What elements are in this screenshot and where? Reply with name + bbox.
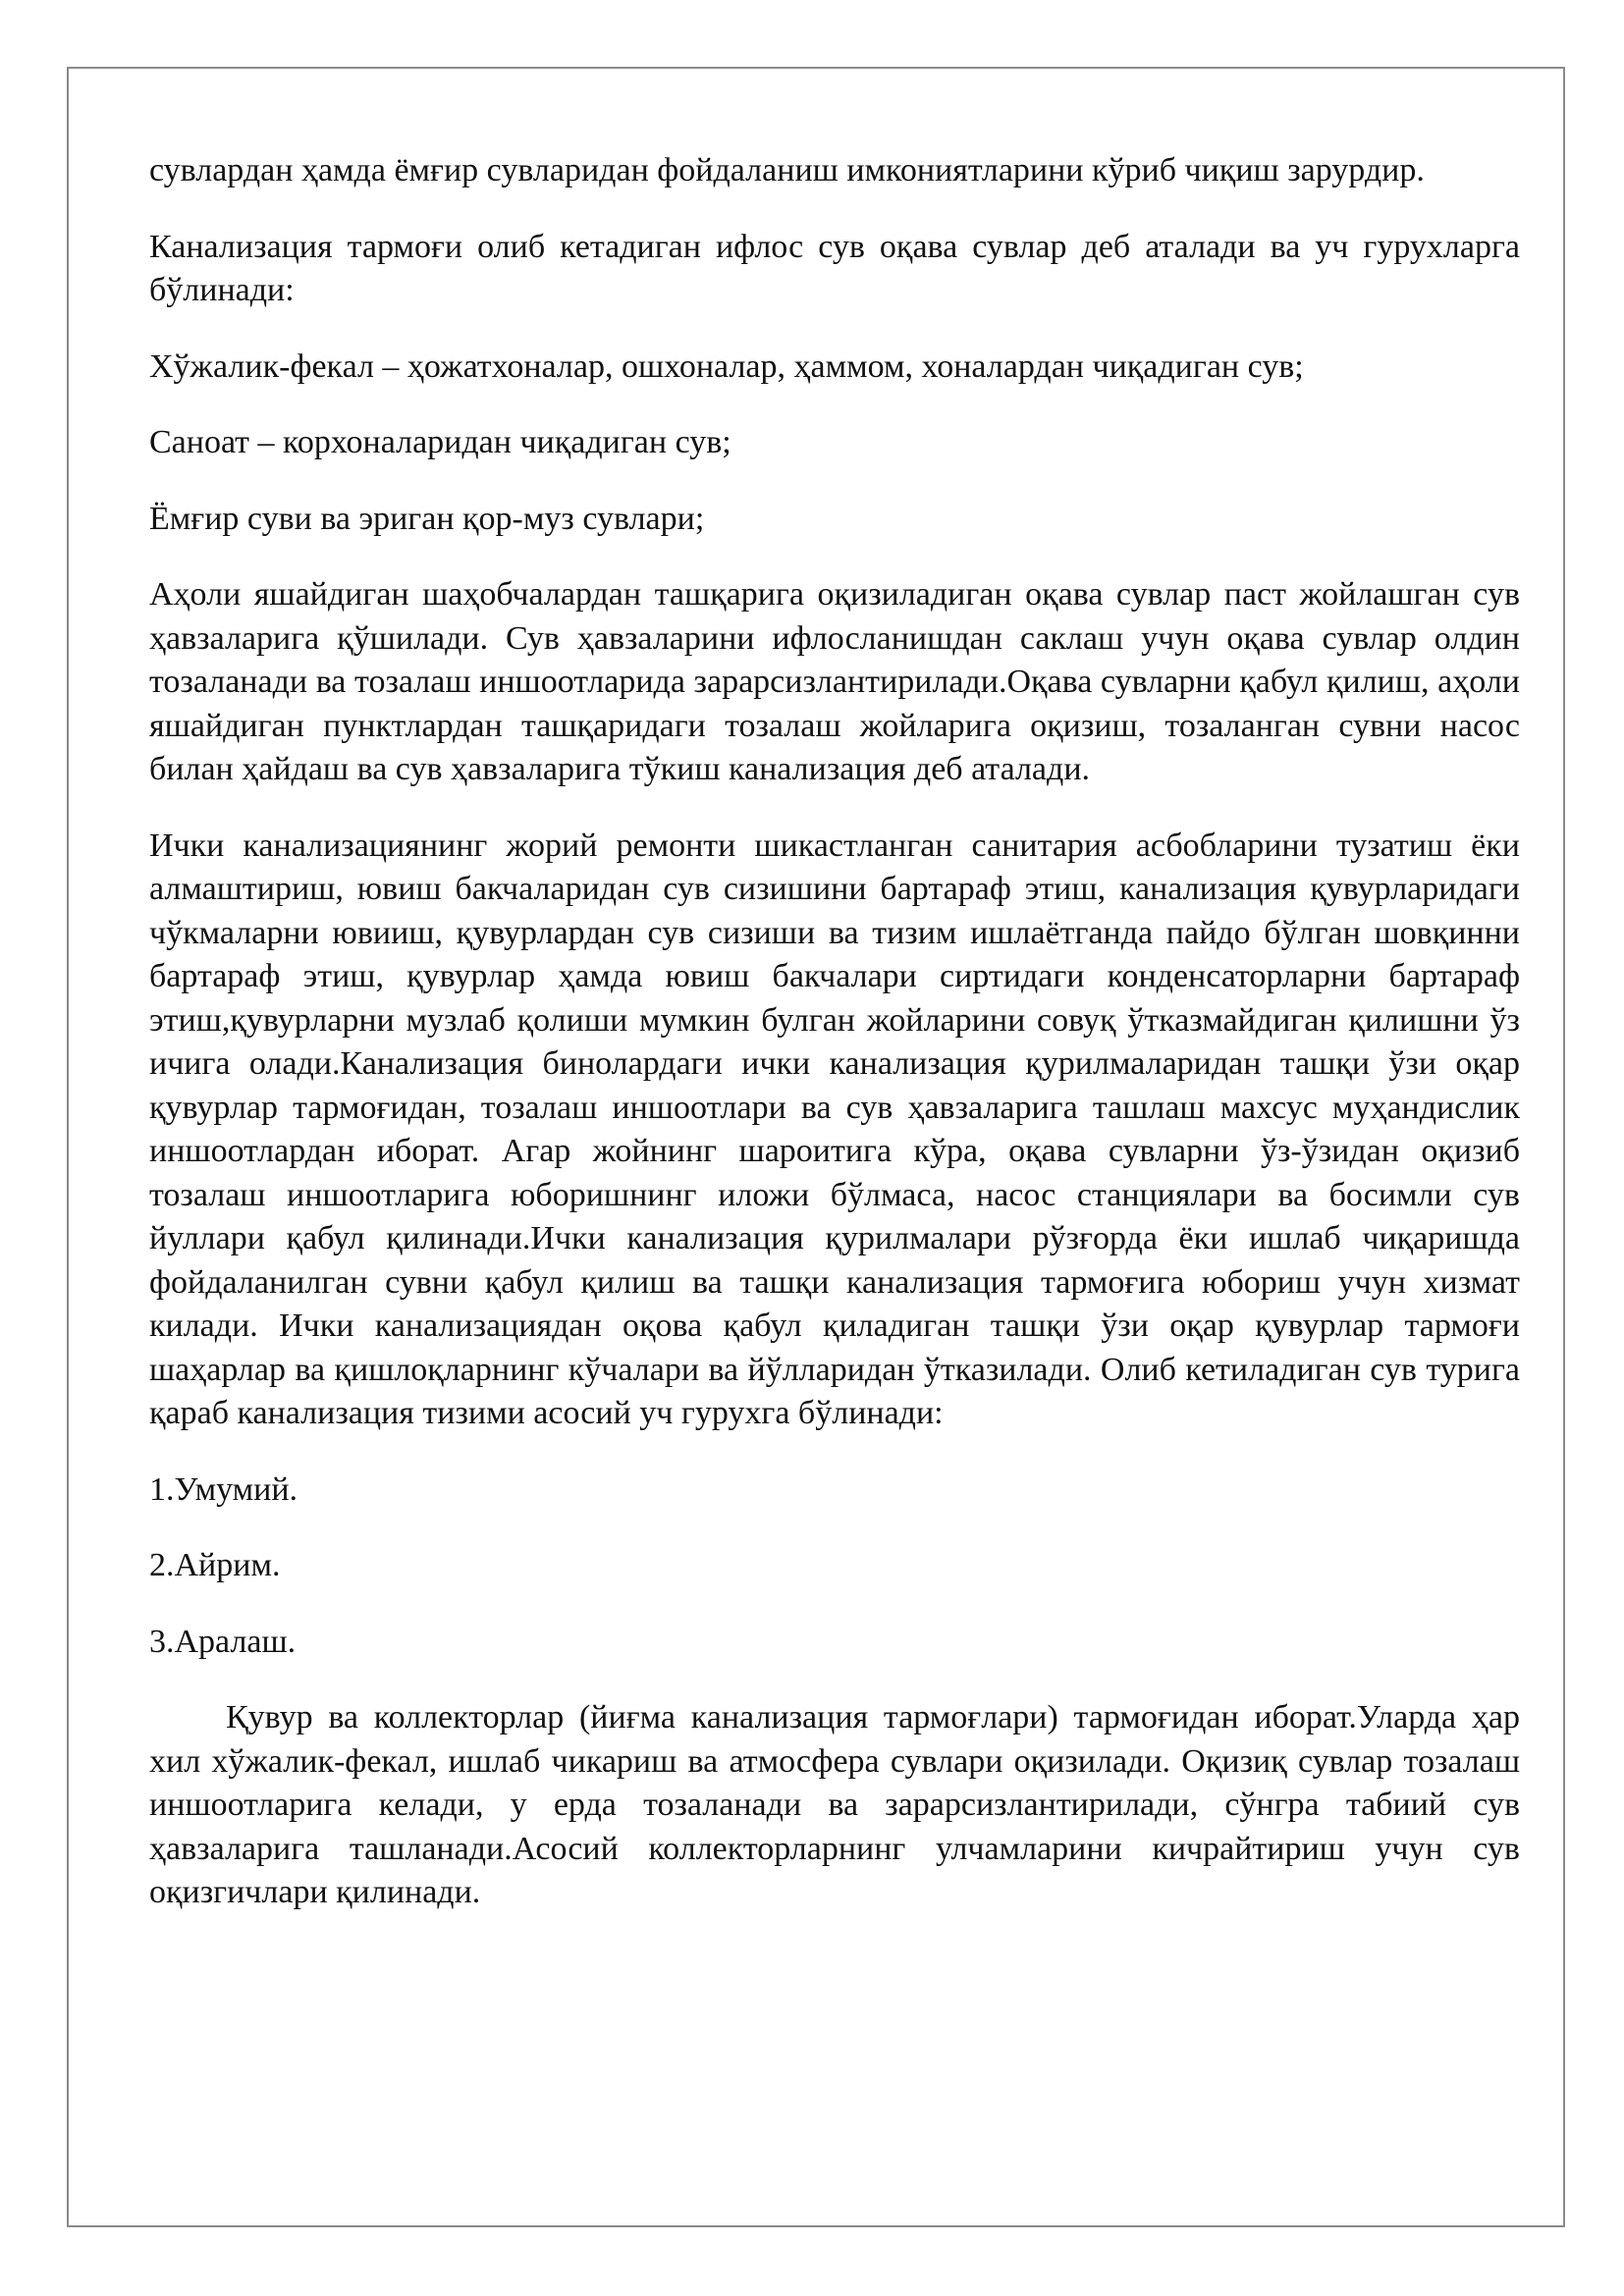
document-body bbox=[149, 149, 1520, 1948]
list-item-2: 2.Айрим. bbox=[149, 1547, 281, 1583]
paragraph-6: Аҳоли яшайдиган шаҳобчалардан ташқарига оқизиладиган оқава сувлар паст жойлашган сув ҳавзаларига қўшилади. Сув ҳавзаларини ифлосланишдан саклаш учун оқава сувлар олдин тозаланади ва тозалаш иншоотларида зарарсизлантирилади.Оқава сувларни қабул қилиш, аҳоли яшайдиган пунктлардан ташқаридаги тозалаш жойларига оқизиш, тозаланган сувни насос билан ҳайдаш ва сув ҳавзаларига тўкиш канализация деб аталади. bbox=[149, 576, 1520, 787]
paragraph-7: Ички канализациянинг жорий ремонти шикастланган санитария асбобларини тузатиш ёки алмаштириш, ювиш бакчаларидан сув сизишини бартараф этиш, канализация қувурларидаги чўкмаларни ювииш, қувурлардан сув сизиши ва тизим ишлаётганда пайдо бўлган шовқинни бартараф этиш, қувурлар ҳамда ювиш бакчалари сиртидаги конденсаторларни бартараф этиш,қувурларни музлаб қолиши мумкин булган жойларини совуқ ўтказмайдиган қилишни ўз ичига олади.Канализация бинолардаги ички канализация қурилмаларидан ташқи ўзи оқар қувурлар тармоғидан, тозалаш иншоотлари ва сув ҳавзаларига ташлаш махсус муҳандислик иншоотлардан иборат. Агар жойнинг шароитига кўра, оқава сувларни ўз-ўзидан оқизиб тозалаш иншоотларига юборишнинг иложи бўлмаса, насос станциялари ва босимли сув йуллари қабул қилинади.Ички канализация қурилмалари рўзғорда ёки ишлаб чиқаришда фойдаланилган сувни қабул қилиш ва ташқи канализация тармоғига юбориш учун хизмат килади. Ички канализациядан оқова қабул қиладиган ташқи ўзи оқар қувурлар тармоғи шаҳарлар ва қишлоқларнинг кўчалари ва йўлларидан ўтказилади. Олиб кетиладиган сув турига қараб канализация тизими асосий уч гурухга бўлинади: bbox=[149, 827, 1520, 1431]
paragraph-2: Канализация тармоғи олиб кетадиган ифлос сув оқава сувлар деб аталади ва уч гурухларга бўлинади: bbox=[149, 228, 1520, 308]
paragraph-8: Қувур ва коллекторлар (йиғма канализация тармоғлари) тармоғидан иборат.Уларда ҳар хил хўжалик-фекал, ишлаб чикариш ва атмосфера сувлари оқизилади. Оқизиқ сувлар тозалаш иншоотларига келади, у ерда тозаланади ва зарарсизлантирилади, сўнгра табиий сув ҳавзаларига ташланади.Асосий коллекторларнинг улчамларини кичрайтириш учун сув оқизгичлари қилинади. bbox=[149, 1699, 1520, 1910]
list-item-1: 1.Умумий. bbox=[149, 1470, 298, 1508]
paragraph-5: Ёмғир суви ва эриган қор-муз сувлари; bbox=[149, 500, 705, 537]
list-item-3: 3.Аралаш. bbox=[149, 1623, 297, 1660]
paragraph-4: Саноат – корхоналаридан чиқадиган сув; bbox=[149, 424, 731, 460]
paragraph-3: Хўжалик-фекал – ҳожатхоналар, ошхоналар, ҳаммом, хоналардан чиқадиган сув; bbox=[149, 347, 1304, 385]
paragraph-1: сувлардан ҳамда ёмғир сувларидан фойдаланиш имкониятларини кўриб чиқиш зарурдир. bbox=[149, 152, 1425, 188]
